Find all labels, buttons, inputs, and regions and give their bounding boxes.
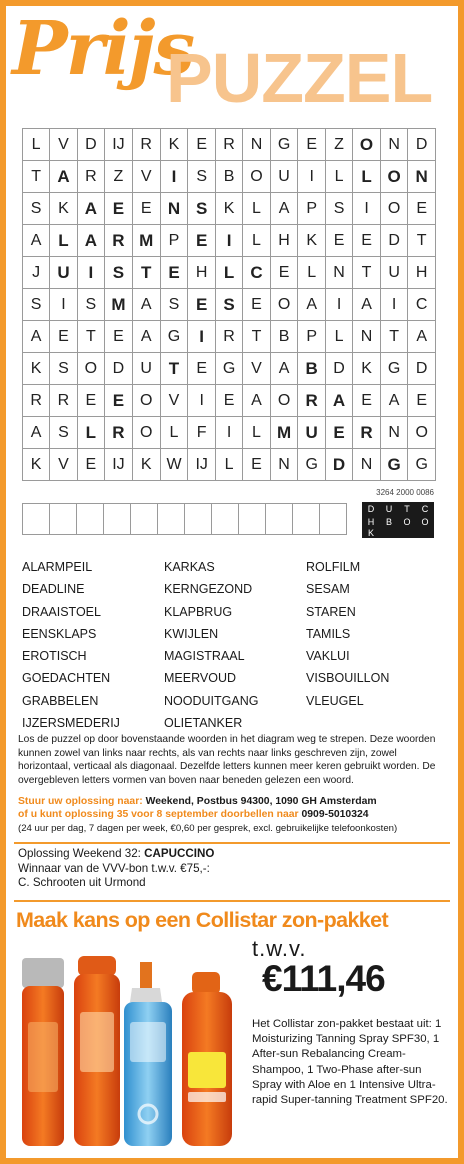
word-item: TAMILS — [306, 626, 351, 641]
grid-cell[interactable]: B — [215, 161, 242, 193]
grid-cell[interactable]: G — [270, 129, 298, 161]
grid-row — [23, 289, 436, 321]
grid-cell[interactable]: I — [160, 161, 188, 193]
logo-letter: D — [367, 503, 375, 514]
grid-cell[interactable]: E — [50, 321, 77, 353]
grid-cell[interactable]: R — [215, 321, 242, 353]
grid-cell[interactable]: K — [160, 129, 188, 161]
grid-row — [23, 449, 436, 481]
grid-cell[interactable]: A — [380, 385, 408, 417]
word-item: MAGISTRAAL — [164, 649, 245, 664]
grid-cell[interactable]: P — [160, 225, 188, 257]
word-item: VLEUGEL — [306, 693, 364, 708]
grid-cell[interactable]: B — [298, 353, 325, 385]
grid-cell[interactable]: R — [50, 385, 77, 417]
logo-letter: O — [421, 516, 429, 527]
grid-cell[interactable]: M — [132, 225, 160, 257]
grid-cell[interactable]: V — [160, 385, 188, 417]
spray-bottle-icon — [22, 958, 64, 1146]
word-item: ROLFILM — [306, 560, 361, 574]
logo-letter: U — [385, 503, 393, 514]
product-image — [20, 952, 252, 1148]
grid-cell[interactable]: S — [23, 193, 50, 225]
grid-cell[interactable]: G — [160, 321, 188, 353]
grid-cell[interactable]: N — [243, 129, 270, 161]
previous-solution — [18, 847, 448, 891]
grid-cell[interactable]: H — [270, 225, 298, 257]
grid-cell[interactable]: N — [408, 161, 436, 193]
grid-cell[interactable]: E — [188, 353, 215, 385]
grid-cell[interactable]: E — [325, 225, 352, 257]
grid-row — [23, 385, 436, 417]
grid-cell[interactable]: H — [408, 257, 436, 289]
grid-cell[interactable]: D — [105, 353, 133, 385]
word-item: DRAAISTOEL — [22, 604, 101, 619]
grid-cell[interactable]: O — [243, 161, 270, 193]
grid-cell[interactable]: I — [77, 257, 104, 289]
grid-row — [23, 129, 436, 161]
grid-cell[interactable]: L — [325, 321, 352, 353]
send-lead: Stuur uw oplossing naar: — [18, 796, 143, 807]
word-item: VAKLUI — [306, 649, 350, 664]
grid-cell[interactable]: N — [353, 321, 381, 353]
winner-name: C. Schrooten uit Urmond — [18, 876, 146, 890]
grid-cell[interactable]: N — [380, 417, 408, 449]
grid-cell[interactable]: R — [353, 417, 381, 449]
grid-cell[interactable]: A — [23, 417, 50, 449]
word-search-grid[interactable] — [22, 128, 436, 481]
grid-cell[interactable]: G — [215, 353, 242, 385]
grid-cell[interactable]: D — [380, 225, 408, 257]
grid-cell[interactable]: S — [325, 193, 352, 225]
grid-cell[interactable]: S — [160, 289, 188, 321]
grid-cell[interactable]: D — [408, 353, 436, 385]
grid-cell[interactable]: N — [160, 193, 188, 225]
word-item: GRABBELEN — [22, 693, 99, 708]
grid-cell[interactable]: V — [243, 353, 270, 385]
word-list — [22, 556, 442, 734]
answer-box[interactable] — [211, 503, 239, 535]
grid-cell[interactable]: D — [408, 129, 436, 161]
grid-cell[interactable]: B — [270, 321, 298, 353]
grid-cell[interactable]: U — [50, 257, 77, 289]
grid-cell[interactable]: L — [243, 417, 270, 449]
grid-cell[interactable]: G — [298, 449, 325, 481]
grid-cell[interactable]: R — [298, 385, 325, 417]
grid-cell[interactable]: R — [132, 129, 160, 161]
grid-cell[interactable]: L — [243, 193, 270, 225]
grid-cell[interactable]: S — [105, 257, 133, 289]
word-item: KWIJLEN — [164, 626, 219, 641]
word-item: OLIETANKER — [164, 716, 243, 731]
grid-cell[interactable]: S — [188, 193, 215, 225]
grid-cell[interactable]: T — [243, 321, 270, 353]
divider-bottom — [14, 900, 450, 902]
word-item: MEERVOUD — [164, 671, 237, 686]
grid-cell[interactable]: C — [243, 257, 270, 289]
grid-cell[interactable]: T — [380, 321, 408, 353]
grid-row — [23, 417, 436, 449]
grid-cell[interactable]: E — [325, 417, 352, 449]
word-item: EENSKLAPS — [22, 626, 97, 641]
grid-cell[interactable]: F — [188, 417, 215, 449]
phone-fine-print: (24 uur per dag, 7 dagen per week, €0,60 per gesprek, excl. gebruikelijke telefoonkosten) — [18, 823, 398, 834]
grid-cell[interactable]: R — [23, 385, 50, 417]
grid-row — [23, 353, 436, 385]
grid-cell[interactable]: E — [105, 321, 133, 353]
grid-cell[interactable]: S — [188, 161, 215, 193]
word-item: STAREN — [306, 604, 356, 619]
grid-cell[interactable]: O — [380, 161, 408, 193]
answer-boxes[interactable] — [22, 503, 346, 535]
grid-cell[interactable]: N — [325, 257, 352, 289]
grid-cell[interactable]: E — [408, 193, 436, 225]
word-item: NOODUITGANG — [164, 693, 259, 708]
logo-letter: C — [421, 503, 429, 514]
word-item: KLAPBRUG — [164, 604, 233, 619]
word-item: VISBOUILLON — [306, 671, 390, 686]
grid-cell[interactable]: L — [243, 225, 270, 257]
grid-cell[interactable]: A — [77, 225, 104, 257]
word-item: EROTISCH — [22, 649, 87, 664]
grid-cell[interactable]: E — [105, 193, 133, 225]
grid-cell[interactable]: E — [243, 289, 270, 321]
grid-cell[interactable]: G — [380, 449, 408, 481]
answer-box[interactable] — [130, 503, 158, 535]
grid-cell[interactable]: S — [23, 289, 50, 321]
answer-box[interactable] — [49, 503, 77, 535]
answer-box[interactable] — [22, 503, 50, 535]
grid-cell[interactable]: I — [50, 289, 77, 321]
word-item: ALARMPEIL — [22, 560, 93, 574]
grid-cell[interactable]: D — [77, 129, 104, 161]
logo-letter: T — [404, 503, 410, 514]
title-puzzel: PUZZEL — [166, 39, 433, 117]
grid-cell[interactable]: L — [77, 417, 104, 449]
grid-cell[interactable]: R — [105, 417, 133, 449]
grid-cell[interactable]: O — [270, 385, 298, 417]
grid-cell[interactable]: U — [298, 417, 325, 449]
grid-cell[interactable]: E — [188, 225, 215, 257]
grid-cell[interactable]: I — [380, 289, 408, 321]
grid-cell[interactable]: S — [77, 289, 104, 321]
grid-row — [23, 193, 436, 225]
grid-cell[interactable]: H — [188, 257, 215, 289]
grid-cell[interactable]: K — [298, 225, 325, 257]
grid-cell[interactable]: A — [298, 289, 325, 321]
grid-row — [23, 225, 436, 257]
grid-cell[interactable]: I — [215, 225, 242, 257]
grid-cell[interactable]: A — [243, 385, 270, 417]
word-item: DEADLINE — [22, 582, 85, 597]
grid-cell[interactable]: W — [160, 449, 188, 481]
grid-cell[interactable]: E — [188, 289, 215, 321]
grid-cell[interactable]: I — [298, 161, 325, 193]
grid-cell[interactable]: I — [215, 417, 242, 449]
grid-cell[interactable]: A — [408, 321, 436, 353]
grid-cell[interactable]: G — [408, 449, 436, 481]
grid-cell[interactable]: A — [132, 321, 160, 353]
grid-cell[interactable]: Z — [105, 161, 133, 193]
answer-box[interactable] — [319, 503, 347, 535]
grid-cell[interactable]: T — [408, 225, 436, 257]
grid-cell[interactable]: V — [132, 161, 160, 193]
grid-cell[interactable]: L — [325, 161, 352, 193]
logo-letter: O — [403, 516, 411, 527]
answer-box[interactable] — [265, 503, 293, 535]
grid-cell[interactable]: A — [353, 289, 381, 321]
prize-description: Het Collistar zon-pakket bestaat uit: 1 Moisturizing Tanning Spray SPF30, 1 After-sun Rebalancing Cream-Shampoo, 1 Two-Phase after-sun Spray with Aloe en 1 Intensive Ultra-rapid Super-tanning Treatment SPF20. — [252, 1018, 448, 1107]
grid-cell[interactable]: N — [270, 449, 298, 481]
grid-cell[interactable]: M — [105, 289, 133, 321]
grid-cell[interactable]: A — [77, 193, 104, 225]
grid-cell[interactable]: T — [23, 161, 50, 193]
grid-cell[interactable]: R — [77, 161, 104, 193]
grid-cell[interactable]: E — [215, 385, 242, 417]
grid-cell[interactable]: E — [160, 257, 188, 289]
title-prijs: Prijs — [12, 6, 194, 92]
two-phase-bottle-icon — [124, 962, 172, 1146]
grid-cell[interactable]: E — [77, 385, 104, 417]
grid-cell[interactable]: O — [353, 129, 381, 161]
grid-cell[interactable]: U — [380, 257, 408, 289]
answer-box[interactable] — [184, 503, 212, 535]
grid-cell[interactable]: L — [23, 129, 50, 161]
grid-cell[interactable]: O — [408, 417, 436, 449]
word-item: IJZERSMEDERIJ — [22, 716, 120, 731]
answer-box[interactable] — [76, 503, 104, 535]
grid-cell[interactable]: N — [380, 129, 408, 161]
send-address: Weekend, Postbus 94300, 1090 GH Amsterdam — [145, 796, 377, 807]
grid-cell[interactable]: K — [23, 353, 50, 385]
word-item: GOEDACHTEN — [22, 671, 111, 686]
grid-cell[interactable]: A — [23, 321, 50, 353]
grid-cell[interactable]: S — [215, 289, 242, 321]
cream-bottle-icon — [74, 956, 120, 1146]
grid-cell[interactable]: K — [353, 353, 381, 385]
prize-title: Maak kans op een Collistar zon-pakket — [16, 908, 389, 932]
grid-cell[interactable]: T — [160, 353, 188, 385]
grid-cell[interactable]: A — [23, 225, 50, 257]
grid-cell[interactable]: J — [23, 257, 50, 289]
grid-cell[interactable]: M — [270, 417, 298, 449]
grid-cell[interactable]: A — [270, 193, 298, 225]
grid-cell[interactable]: E — [408, 385, 436, 417]
word-item: SESAM — [306, 582, 350, 597]
grid-cell[interactable]: C — [408, 289, 436, 321]
word-item: KERNGEZOND — [164, 582, 253, 597]
grid-cell[interactable]: A — [132, 289, 160, 321]
grid-cell[interactable]: E — [105, 385, 133, 417]
grid-cell[interactable]: Z — [325, 129, 352, 161]
grid-cell[interactable]: V — [50, 129, 77, 161]
grid-cell[interactable]: D — [325, 449, 352, 481]
grid-cell[interactable]: L — [50, 225, 77, 257]
grid-row — [23, 161, 436, 193]
phone-lead: of u kunt oplossing 35 voor 8 september doorbellen naar — [18, 809, 299, 821]
phone-number: 0909-5010324 — [301, 809, 369, 821]
answer-box[interactable] — [292, 503, 320, 535]
grid-cell[interactable]: E — [132, 193, 160, 225]
logo-letter: B — [385, 516, 392, 527]
grid-cell[interactable]: G — [380, 353, 408, 385]
grid-cell[interactable]: L — [160, 417, 188, 449]
grid-cell[interactable]: I — [188, 385, 215, 417]
grid-cell[interactable]: A — [50, 161, 77, 193]
solution-word: CAPUCCINO — [144, 847, 215, 860]
grid-cell[interactable]: K — [23, 449, 50, 481]
grid-cell[interactable]: E — [243, 449, 270, 481]
puzzle-code: 3264 2000 0086 — [376, 488, 434, 497]
solution-label: Oplossing Weekend 32: — [18, 847, 141, 860]
grid-cell[interactable]: IJ — [188, 449, 215, 481]
grid-cell[interactable]: E — [353, 385, 381, 417]
grid-cell[interactable]: I — [325, 289, 352, 321]
answer-box[interactable] — [238, 503, 266, 535]
grid-cell[interactable]: L — [353, 161, 381, 193]
grid-cell[interactable]: E — [77, 449, 104, 481]
grid-cell[interactable]: P — [298, 193, 325, 225]
grid-cell[interactable]: I — [353, 193, 381, 225]
prize-twv: t.w.v. — [252, 936, 307, 961]
grid-cell[interactable]: T — [77, 321, 104, 353]
grid-cell[interactable]: V — [50, 449, 77, 481]
dutch-book-logo — [362, 502, 434, 538]
grid-cell[interactable]: U — [270, 161, 298, 193]
grid-cell[interactable]: K — [215, 193, 242, 225]
divider-top — [14, 842, 450, 844]
grid-cell[interactable]: I — [188, 321, 215, 353]
grid-cell[interactable]: S — [50, 417, 77, 449]
grid-cell[interactable]: R — [105, 225, 133, 257]
grid-cell[interactable]: E — [270, 257, 298, 289]
grid-cell[interactable]: A — [325, 385, 352, 417]
word-item — [306, 712, 442, 734]
grid-cell[interactable]: IJ — [105, 449, 133, 481]
grid-cell[interactable]: U — [132, 353, 160, 385]
grid-cell[interactable]: N — [353, 449, 381, 481]
grid-cell[interactable]: K — [132, 449, 160, 481]
grid-cell[interactable]: IJ — [105, 129, 133, 161]
grid-cell[interactable]: P — [298, 321, 325, 353]
grid-cell[interactable]: K — [50, 193, 77, 225]
grid-cell[interactable]: T — [353, 257, 381, 289]
grid-cell[interactable]: O — [132, 417, 160, 449]
grid-row — [23, 257, 436, 289]
winner-line: Winnaar van de VVV-bon t.w.v. €75,-: — [18, 861, 210, 875]
logo-letter: K — [367, 528, 374, 538]
instructions: Los de puzzel op door bovenstaande woorden in het diagram weg te strepen. Deze woorden kunnen zowel van links naar rechts, als van rechts naar links geschreven zijn, zowel horizontaal, verticaal als diagonaal. Dezelfde letters kunnen meer keren gebruikt worden. De overgebleven letters vormen van boven naar beneden gelezen een woord. — [18, 734, 436, 786]
grid-cell[interactable]: D — [325, 353, 352, 385]
send-solution — [18, 795, 450, 821]
prize-price: €111,46 — [262, 958, 385, 999]
logo-letter: H — [367, 516, 375, 527]
grid-cell[interactable]: A — [270, 353, 298, 385]
grid-cell[interactable]: O — [132, 385, 160, 417]
grid-cell[interactable]: O — [270, 289, 298, 321]
grid-cell[interactable]: O — [380, 193, 408, 225]
grid-cell[interactable]: E — [353, 225, 381, 257]
grid-cell[interactable]: L — [215, 449, 242, 481]
grid-cell[interactable]: O — [77, 353, 104, 385]
tanning-bottle-icon — [182, 972, 232, 1146]
grid-cell[interactable]: E — [188, 129, 215, 161]
word-item: KARKAS — [164, 560, 215, 574]
grid-cell[interactable]: E — [298, 129, 325, 161]
grid-cell[interactable]: R — [215, 129, 242, 161]
grid-cell[interactable]: L — [298, 257, 325, 289]
grid-cell[interactable]: L — [215, 257, 242, 289]
answer-box[interactable] — [103, 503, 131, 535]
grid-cell[interactable]: T — [132, 257, 160, 289]
grid-row — [23, 321, 436, 353]
grid-cell[interactable]: S — [50, 353, 77, 385]
answer-box[interactable] — [157, 503, 185, 535]
